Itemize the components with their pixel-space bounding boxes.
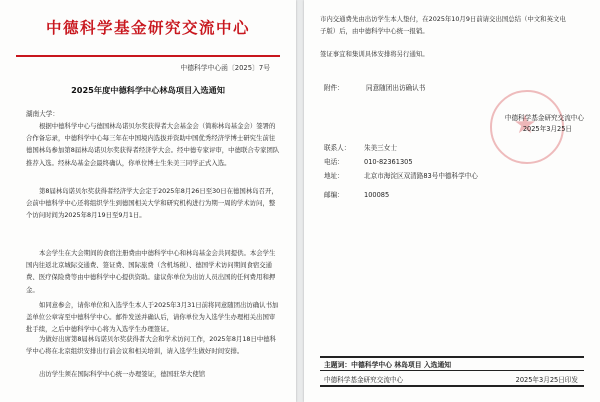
contact-label: 电话： (324, 158, 344, 166)
document-number: 中德科学中心函〔2025〕7号 (180, 64, 270, 72)
issue-date: 2025年3月25日印发 (515, 376, 578, 384)
body-paragraph: 出访学生须在国际科学中心统一办理签证，德国驻华大使馆 (39, 370, 206, 378)
contact-phone (324, 156, 413, 166)
body-paragraph: 如同意参会，请你单位和入选学生本人于2025年3月31日前将同意随团出访确认书加盖单位公章寄至中德科学中心。邮件发送并确认后，请你单位为入选学生办理相关出国审批手续，之后中德科学中心将为入选学生办理签证。 (26, 301, 279, 334)
contact-value: 朱美三女士 (364, 144, 397, 152)
body-paragraph: 本会学生在大会期间的食宿注册费由中德科学中心和林岛基金会共同提供。本会学生国内往返北京城际交通费、签证费、国际旅费（含机场税）、德国学术访问期间食宿交通费、医疗保险费等由中德科学中心提供资助。建议你单位为出访人员出国的任何费用和押金。 (26, 249, 276, 294)
subject-line: 主题词：中德科学中心 林岛项目 入选通知 (324, 361, 452, 369)
signature-organization: 中德科学基金研究交流中心 (504, 114, 584, 122)
document-page-left (0, 0, 296, 402)
body-paragraph: 签证事宜和集训具体安排将另行通知。 (320, 50, 429, 58)
body-paragraph: 第8届林岛诺贝尔奖获得者经济学大会定于2025年8月26日至30日在德国林岛召开，会前中德科学中心还将组织学生到德国相关大学和研究机构进行为期一周的学术访问，整个访问时间为2025年8月19日至9月1日。 (26, 187, 278, 220)
issuer: 中德科学基金研究交流中心 (324, 376, 404, 384)
contact-label: 邮编： (324, 191, 344, 199)
footer-divider (320, 370, 584, 371)
contact-postcode (324, 189, 389, 199)
contact-address (324, 170, 478, 180)
contact-value: 北京市海淀区双清路83号中德科学中心 (364, 172, 478, 180)
star-icon: ★ (513, 110, 537, 140)
contact-label: 联系人： (324, 144, 351, 152)
attachment-label: 附件： (324, 84, 344, 92)
document-title: 2025年度中德科学中心林岛项目入选通知 (71, 85, 225, 95)
attachment-name: 同意随团出访确认书 (366, 84, 426, 92)
document-page-right (304, 0, 600, 402)
body-paragraph: 市内交通费先由出访学生本人垫付，在2025年10月9日前请交出国总结（中文和英文电子版）后，由中德科学中心统一报销。 (320, 15, 566, 35)
body-paragraph: 为做好出席第8届林岛诺贝尔奖获得者大会和学术访问工作，2025年8月18日中德科学中心将在北京组织安排出行前会议和相关培训，请入选学生做好时间安排。 (26, 335, 277, 356)
contact-person (324, 142, 397, 152)
signature-date: 2025年3月25日 (522, 125, 572, 133)
salutation: 湖南大学： (26, 110, 59, 118)
footer-divider (320, 385, 584, 387)
letterhead: 中德科学基金研究交流中心 (45, 18, 250, 37)
contact-value: 100085 (364, 191, 390, 199)
contact-value: 010-82361305 (364, 158, 413, 166)
letterhead-divider (16, 55, 280, 57)
footer-divider (320, 356, 584, 358)
contact-label: 地址： (324, 172, 344, 180)
body-paragraph: 根据中德科学中心与德国林岛诺贝尔奖获得者大会基金会（简称林岛基金会）签署的合作备忘录，中德科学中心每三年在中国境内选拔并资助中国优秀经济学博士研究生前往德国林岛参加第8届林岛诺贝尔奖获得者经济学大会。经中德专家评审，中德联合专家团队推荐入选。经林岛基金会最终确认，你单位博士生朱美三同学正式入选。 (26, 122, 280, 167)
